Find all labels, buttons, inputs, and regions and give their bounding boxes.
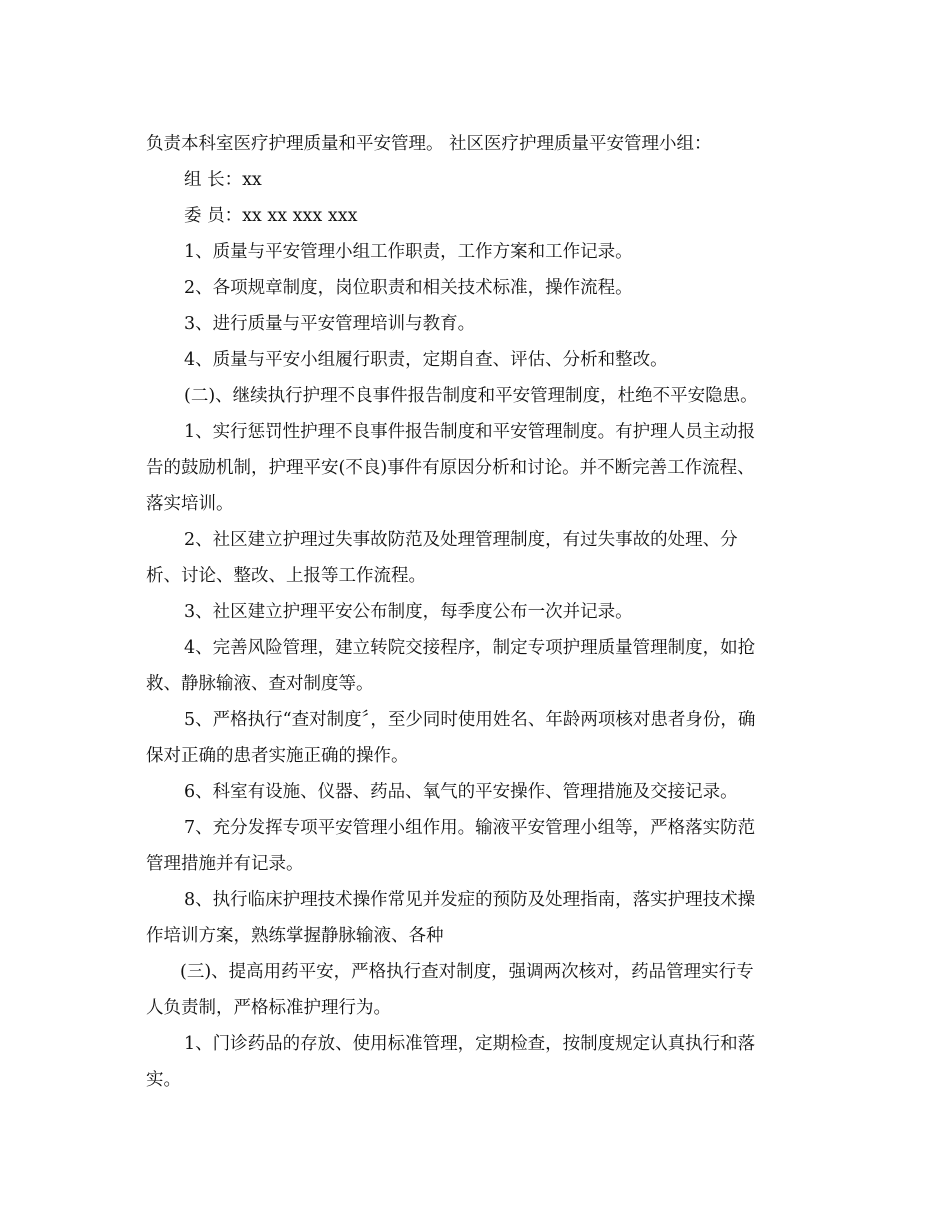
text-line: 析、讨论、整改、上报等工作流程。: [146, 566, 426, 586]
text-line: 2、各项规章制度，岗位职责和相关技术标准，操作流程。: [184, 278, 633, 298]
text-line: 落实培训。: [146, 494, 234, 514]
document-body: [146, 126, 806, 1098]
text-line: 委 员：xx xx xxx xxx: [184, 206, 358, 226]
text-line: 2、社区建立护理过失事故防范及处理管理制度，有过失事故的处理、分: [184, 530, 738, 550]
text-line: 1、实行惩罚性护理不良事件报告制度和平安管理制度。有护理人员主动报: [184, 422, 756, 442]
text-line: 7、充分发挥专项平安管理小组作用。输液平安管理小组等，严格落实防范: [184, 818, 756, 838]
text-line: 救、静脉输液、查对制度等。: [146, 674, 374, 694]
text-line: 6、科室有设施、仪器、药品、氧气的平安操作、管理措施及交接记录。: [184, 782, 738, 802]
text-line: 3、社区建立护理平安公布制度，每季度公布一次并记录。: [184, 602, 633, 622]
text-line: 作培训方案，熟练掌握静脉输液、各种: [146, 926, 444, 946]
text-line: 3、进行质量与平安管理培训与教育。: [184, 314, 476, 334]
text-line: 1、质量与平安管理小组工作职责，工作方案和工作记录。: [184, 242, 633, 262]
text-line: 管理措施并有记录。: [146, 854, 304, 874]
text-line: 实。: [146, 1070, 181, 1090]
text-line: (二)、继续执行护理不良事件报告制度和平安管理制度，杜绝不平安隐患。: [184, 386, 758, 406]
text-line: (三)、提高用药平安，严格执行查对制度，强调两次核对，药品管理实行专: [180, 962, 754, 982]
text-line: 4、质量与平安小组履行职责，定期自查、评估、分析和整改。: [184, 350, 668, 370]
text-line: 组 长：xx: [184, 170, 262, 190]
text-line: 8、执行临床护理技术操作常见并发症的预防及处理指南，落实护理技术操: [184, 890, 756, 910]
text-line: 4、完善风险管理，建立转院交接程序，制定专项护理质量管理制度，如抢: [184, 638, 756, 658]
text-line: 人负责制，严格标准护理行为。: [146, 998, 391, 1018]
text-line: 告的鼓励机制，护理平安(不良)事件有原因分析和讨论。并不断完善工作流程、: [146, 458, 755, 478]
text-line: 负责本科室医疗护理质量和平安管理。 社区医疗护理质量平安管理小组：: [146, 134, 712, 154]
text-line: 5、严格执行“查对制度〞，至少同时使用姓名、年龄两项核对患者身份，确: [184, 710, 756, 730]
text-line: 保对正确的患者实施正确的操作。: [146, 746, 409, 766]
text-line: 1、门诊药品的存放、使用标准管理，定期检查，按制度规定认真执行和落: [184, 1034, 756, 1054]
